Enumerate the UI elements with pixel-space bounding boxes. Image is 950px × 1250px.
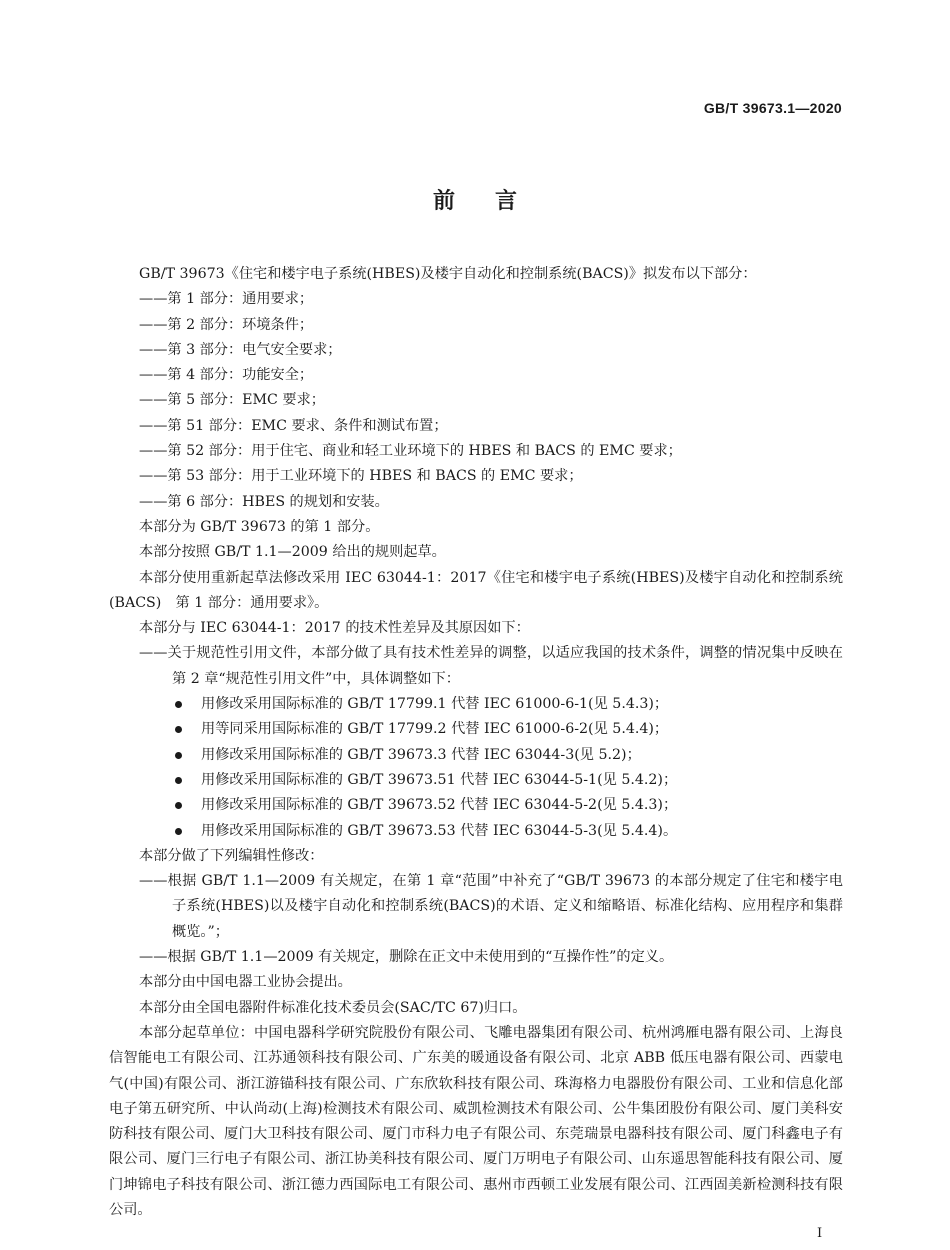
drafting-rules-paragraph: 本部分按照 GB/T 1.1—2009 给出的规则起草。 [139, 544, 446, 561]
replacement-bullet-list [109, 692, 843, 844]
differences-intro-paragraph: 本部分与 IEC 63044-1：2017 的技术性差异及其原因如下： [139, 620, 530, 637]
bullet-item: 用修改采用国际标准的 GB/T 39673.52 代替 IEC 63044-5-2(见 5.4.3)； [172, 793, 843, 818]
bullet-dot-icon [175, 828, 182, 835]
page-title: 前言 [432, 189, 557, 214]
adoption-paragraph: 本部分使用重新起草法修改采用 IEC 63044-1：2017《住宅和楼宇电子系统(HBES)及楼宇自动化和控制系统(BACS) 第 1 部分：通用要求》。 [109, 569, 843, 611]
part-list-item: ——第 51 部分：EMC 要求、条件和测试布置； [139, 417, 448, 434]
part-list-item: ——第 1 部分：通用要求； [139, 291, 314, 308]
part-list-item: ——第 53 部分：用于工业环境下的 HBES 和 BACS 的 EMC 要求； [139, 468, 583, 485]
part-list-item: ——第 52 部分：用于住宅、商业和轻工业环境下的 HBES 和 BACS 的 EMC 要求； [139, 443, 682, 460]
bullet-item: 用修改采用国际标准的 GB/T 17799.1 代替 IEC 61000-6-1(见 5.4.3)； [172, 692, 843, 717]
bullet-item: 用修改采用国际标准的 GB/T 39673.53 代替 IEC 63044-5-3(见 5.4.4)。 [172, 819, 843, 844]
centralized-by-paragraph: 本部分由全国电器附件标准化技术委员会(SAC/TC 67)归口。 [139, 999, 527, 1016]
part-list-item: ——第 3 部分：电气安全要求； [139, 341, 342, 358]
editorial-item: ——根据 GB/T 1.1—2009 有关规定，在第 1 章“范围”中补充了“GB/T 39673 的本部分规定了住宅和楼宇电子系统(HBES)以及楼宇自动化和控制系统(BACS)的术语、定义和缩略语、标准化结构、应用程序和集群概览。”； [139, 873, 843, 940]
part-list-item: ——第 4 部分：功能安全； [139, 367, 314, 384]
difference-item: ——关于规范性引用文件，本部分做了具有技术性差异的调整，以适应我国的技术条件，调整的情况集中反映在第 2 章“规范性引用文件”中，具体调整如下： [139, 645, 843, 687]
part-list-item: ——第 5 部分：EMC 要求； [139, 392, 325, 409]
bullet-dot-icon [175, 802, 182, 809]
bullet-dot-icon [175, 752, 182, 759]
bullet-dot-icon [175, 777, 182, 784]
part-list-item: ——第 2 部分：环境条件； [139, 316, 314, 333]
bullet-item: 用等同采用国际标准的 GB/T 17799.2 代替 IEC 61000-6-2(见 5.4.4)； [172, 717, 843, 742]
intro-paragraph: GB/T 39673《住宅和楼宇电子系统(HBES)及楼宇自动化和控制系统(BACS)》拟发布以下部分： [139, 266, 757, 282]
bullet-item: 用修改采用国际标准的 GB/T 39673.51 代替 IEC 63044-5-1(见 5.4.2)； [172, 768, 843, 793]
standard-code: GB/T 39673.1—2020 [703, 100, 842, 116]
editorial-item: ——根据 GB/T 1.1—2009 有关规定，删除在正文中未使用到的“互操作性”的定义。 [139, 949, 674, 966]
part-of-paragraph: 本部分为 GB/T 39673 的第 1 部分。 [139, 518, 380, 535]
foreword-body [109, 262, 843, 1223]
bullet-dot-icon [175, 726, 182, 733]
bullet-item: 用修改采用国际标准的 GB/T 39673.3 代替 IEC 63044-3(见 5.2)； [172, 743, 843, 768]
bullet-dot-icon [175, 701, 182, 708]
drafting-units-paragraph: 本部分起草单位：中国电器科学研究院股份有限公司、飞雕电器集团有限公司、杭州鸿雁电器有限公司、上海良信智能电工有限公司、江苏通领科技有限公司、广东美的暖通设备有限公司、北京 ABB 低压电器有限公司、西蒙电气(中国)有限公司、浙江游锚科技有限公司、广东欣软科技有限公司、珠海格力电器股份有限公司、工业和信息化部电子第五研究所、中认尚动(上海)检测技术有限公司、威凯检测技术有限公司、公牛集团股份有限公司、厦门美科安防科技有限公司、厦门大卫科技有限公司、厦门市科力电子有限公司、东莞瑞景电器科技有限公司、厦门科鑫电子有限公司、厦门三行电子有限公司、浙江协美科技有限公司、厦门万明电子有限公司、山东遥思智能科技有限公司、厦门坤锦电子科技有限公司、浙江德力西国际电工有限公司、惠州市西顿工业发展有限公司、江西固美新检测科技有限公司。 [109, 1024, 843, 1218]
page-number: I [817, 1226, 823, 1241]
proposed-by-paragraph: 本部分由中国电器工业协会提出。 [139, 974, 352, 991]
editorial-intro-paragraph: 本部分做了下列编辑性修改： [139, 847, 324, 864]
part-list-item: ——第 6 部分：HBES 的规划和安装。 [139, 493, 389, 510]
